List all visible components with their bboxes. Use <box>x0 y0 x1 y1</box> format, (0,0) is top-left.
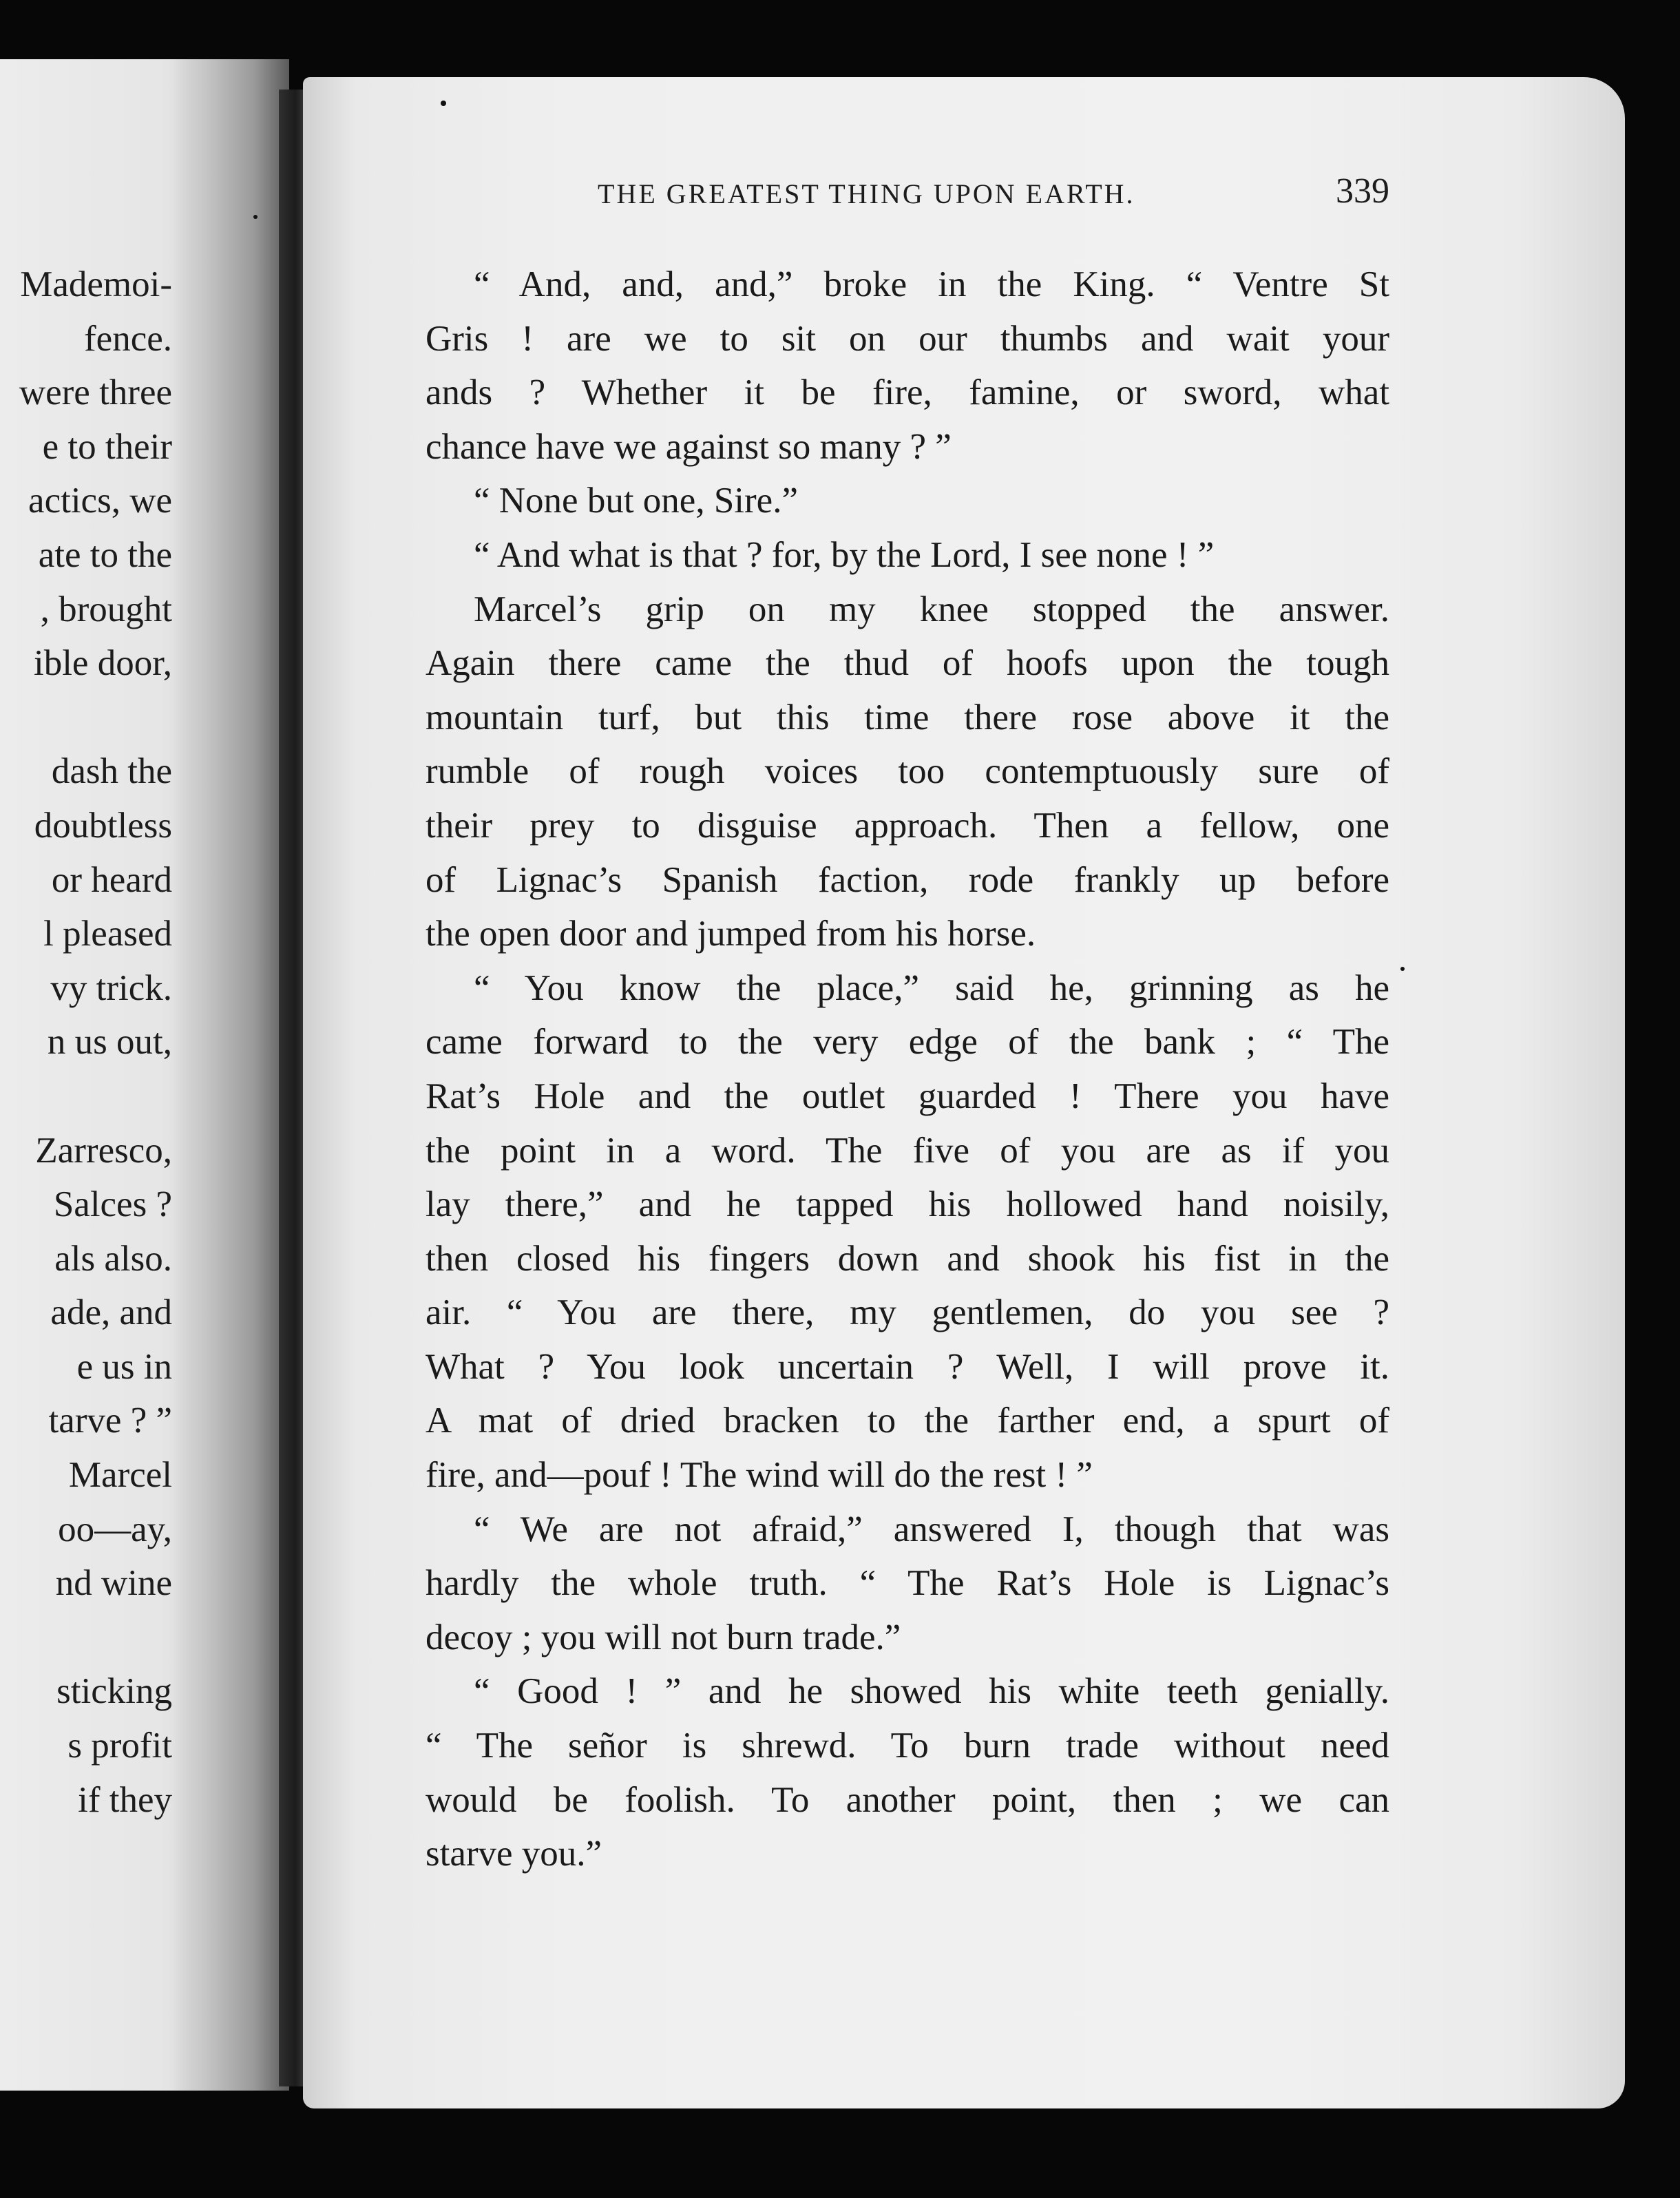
left-page-line: tarve ? ” <box>48 1401 172 1441</box>
text-line: fire, and—pouf ! The wind will do the rest ! ” <box>426 1455 1093 1496</box>
left-page-line: Mademoi- <box>20 264 172 304</box>
text-line: “ We are not afraid,” answered I, though that was <box>474 1509 1389 1549</box>
text-line: air. “ You are there, my gentlemen, do you see ? <box>426 1292 1389 1333</box>
left-page-line: Marcel <box>68 1455 172 1496</box>
text-line: Gris ! are we to sit on our thumbs and wait your <box>426 318 1389 359</box>
left-page-line: or heard <box>51 859 172 900</box>
left-page-line: ate to the <box>38 534 172 575</box>
body-text <box>426 258 1389 1881</box>
scan-speck <box>1400 967 1405 971</box>
running-title: THE GREATEST THING UPON EARTH. <box>598 178 1135 209</box>
text-line: ands ? Whether it be fire, famine, or sword, what <box>426 373 1389 413</box>
left-page-line: ade, and <box>50 1292 172 1333</box>
text-line: would be foolish. To another point, then ; we can <box>426 1779 1389 1820</box>
text-line: Again there came the thud of hoofs upon the tough <box>426 643 1389 684</box>
text-line: rumble of rough voices too contemptuously sure of <box>426 751 1389 792</box>
text-line: decoy ; you will not burn trade.” <box>426 1617 901 1657</box>
left-page-line: l pleased <box>43 914 172 954</box>
left-page-line <box>19 1611 172 1665</box>
left-page-line: nd wine <box>55 1563 172 1604</box>
left-page-line: if they <box>78 1779 172 1820</box>
left-page-line: were three <box>19 373 172 413</box>
text-line: their prey to disguise approach. Then a fellow, one <box>426 805 1389 846</box>
text-line: A mat of dried bracken to the farther end, a spurt of <box>426 1401 1389 1441</box>
left-page-line: fence. <box>84 318 172 359</box>
text-line: Marcel’s grip on my knee stopped the answer. <box>474 589 1389 629</box>
left-page-line <box>19 691 172 745</box>
left-page-shadow <box>172 59 289 2091</box>
text-line: What ? You look uncertain ? Well, I will prove it. <box>426 1346 1389 1387</box>
left-page-line: Zarresco, <box>35 1130 172 1171</box>
text-line: the point in a word. The five of you are as if you <box>426 1130 1389 1171</box>
text-line: “ You know the place,” said he, grinning as he <box>474 967 1389 1008</box>
left-page-line: dash the <box>51 751 172 792</box>
text-line: Rat’s Hole and the outlet guarded ! There you have <box>426 1076 1389 1116</box>
text-line: “ And, and, and,” broke in the King. “ Ventre St <box>474 264 1389 304</box>
text-line: “ None but one, Sire.” <box>474 481 798 521</box>
text-line: “ Good ! ” and he showed his white teeth genially. <box>474 1671 1389 1712</box>
text-line: starve you.” <box>426 1834 602 1874</box>
left-page-line: ible door, <box>33 643 172 684</box>
left-page-line: s profit <box>67 1726 172 1766</box>
text-line: mountain turf, but this time there rose above it the <box>426 697 1389 737</box>
book-gutter <box>279 90 306 2086</box>
left-page-text <box>19 258 172 1827</box>
left-page-line <box>19 1069 172 1124</box>
text-line: the open door and jumped from his horse. <box>426 914 1036 954</box>
running-head <box>598 171 1389 215</box>
text-line: “ And what is that ? for, by the Lord, I see none ! ” <box>474 534 1215 575</box>
left-page-line: n us out, <box>47 1022 172 1063</box>
left-page-line: Salces ? <box>53 1184 172 1225</box>
text-line: “ The señor is shrewd. To burn trade without need <box>426 1726 1389 1766</box>
text-line: chance have we against so many ? ” <box>426 426 952 467</box>
left-page-line: e us in <box>76 1346 172 1387</box>
left-page-line: oo—ay, <box>58 1509 172 1549</box>
page-number: 339 <box>1336 171 1389 211</box>
scan-speck <box>253 215 258 219</box>
scan-speck <box>441 101 446 106</box>
left-facing-page <box>0 59 289 2091</box>
text-line: then closed his fingers down and shook his fist in the <box>426 1238 1389 1279</box>
left-page-line: actics, we <box>28 481 172 521</box>
left-page-line: doubtless <box>34 805 172 846</box>
left-page-line: vy trick. <box>50 967 172 1008</box>
left-page-line: , brought <box>40 589 172 629</box>
text-line: came forward to the very edge of the bank ; “ The <box>426 1022 1389 1063</box>
left-page-line: als also. <box>54 1238 172 1279</box>
text-line: of Lignac’s Spanish faction, rode frankly up before <box>426 859 1389 900</box>
text-line: lay there,” and he tapped his hollowed hand noisily, <box>426 1184 1389 1225</box>
left-page-line: e to their <box>42 426 172 467</box>
left-page-line: sticking <box>56 1671 172 1712</box>
text-line: hardly the whole truth. “ The Rat’s Hole is Lignac’s <box>426 1563 1389 1604</box>
